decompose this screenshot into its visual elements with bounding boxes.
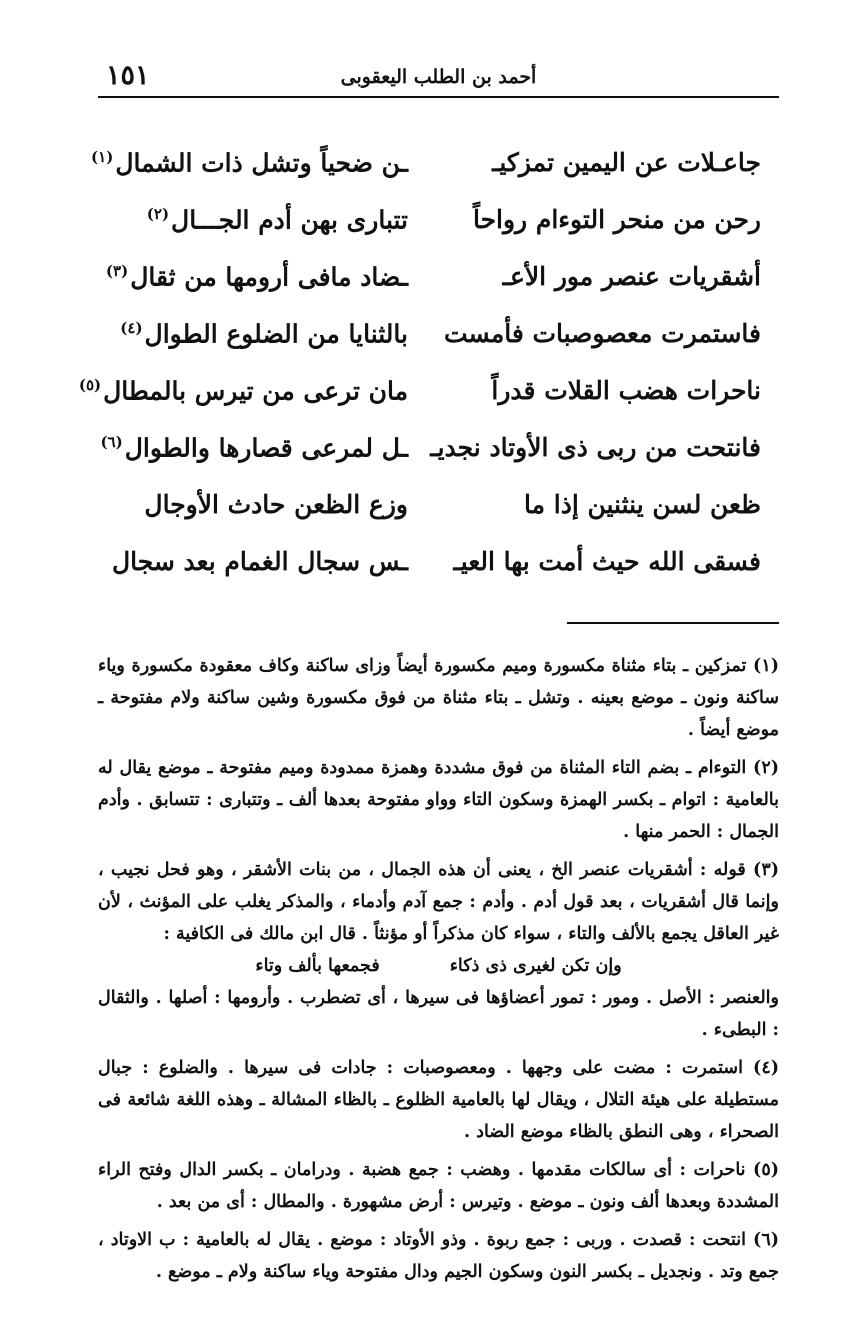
verse-second-text: ـس سجال الغمام بعد سجال <box>111 547 408 576</box>
footnote-5: (٥) ناحرات : أى سالكات مقدمها . وهضب : جمع هضبة . ودرامان ـ بكسر الدال وفتح الراء المشددة وبعدها ألف ونون ـ موضع . وتيرس : أرض مشهورة . والمطال : أى من بعد . <box>98 1160 779 1212</box>
verse-second-text: ـضاد مافى أرومها من ثقال <box>130 262 408 292</box>
footnote-ref: (٥) <box>78 375 102 394</box>
verse-first-hemistich: رحن من منحر التوءام رواحاً <box>472 205 761 234</box>
verse-second-hemistich <box>98 490 408 519</box>
verse-second-hemistich <box>98 319 408 348</box>
verse-line <box>78 362 779 419</box>
verse-line <box>98 533 779 590</box>
footnote-1: (١) تمزكين ـ بتاء مثناة مكسورة وميم مكسورة أيضاً وزاى ساكنة وكاف معقودة مكسورة وياء ساكنة ونون ـ موضع بعينه . وتشل ـ بتاء مثناة من فوق مكسورة وشين ساكنة ولام مفتوحة ـ موضع أيضاً . <box>98 656 779 740</box>
verse-second-hemistich <box>78 375 408 406</box>
page-header <box>98 52 779 98</box>
page-number: ١٥١ <box>106 60 150 91</box>
footnote-ref: (٤) <box>120 318 143 337</box>
verse-second-hemistich <box>91 147 408 178</box>
verse-second-text: وزع الظعن حادث الأوجال <box>144 490 408 519</box>
footnote-ref: (٦) <box>100 432 123 451</box>
verse-second-text: ـن ضحياً وتشل ذات الشمال <box>115 148 408 178</box>
verse-first-hemistich: ظعن لسن ينثنين إذا ما <box>524 490 761 519</box>
verse-line <box>98 476 779 533</box>
verse-first-hemistich: فانتحت من ربى ذى الأوتاد نجديـ <box>430 433 761 462</box>
verse-line <box>98 248 779 305</box>
verse-first-hemistich: فسقى الله حيث أمت بها العيـ <box>453 547 761 576</box>
quoted-verse-first: وإن تكن لغيرى ذى ذكاء <box>449 956 622 976</box>
verse-line <box>98 191 779 248</box>
verse-line <box>91 134 779 191</box>
verse-second-hemistich <box>98 205 408 234</box>
verse-line <box>98 419 779 476</box>
footnote-2: (٢) التوءام ـ بضم التاء المثناة من فوق مشددة وهمزة ممدودة وميم مفتوحة ـ موضع يقال له بالعامية : اتوام ـ بكسر الهمزة وسكون التاء وواو مفتوحة بعدها ألف ـ وتتبارى : تتسابق . وأدم الجمال : الحمر منها . <box>98 758 779 842</box>
verse-first-hemistich: جاعـلات عن اليمين تمزكيـ <box>492 148 761 177</box>
verse-second-hemistich <box>98 262 408 291</box>
footnote-6: (٦) انتحت : قصدت . وربى : جمع ربوة . وذو الأوتاد : موضع . يقال له بالعامية : ب الاوتاد ، جمع وتد . ونجديل ـ بكسر النون وسكون الجيم ودال مفتوحة وياء ساكنة ولام ـ موضع . <box>98 1230 779 1282</box>
verse-first-hemistich: فاستمرت معصوصبات فأمست <box>443 319 761 348</box>
verse-second-text: ـل لمرعى قصارها والطوال <box>124 433 408 463</box>
footnote-3-continued: والعنصر : الأصل . ومور : تمور أعضاؤها فى سيرها ، أى تضطرب . وأرومها : أصلها . والثقال : البطىء . <box>98 988 779 1040</box>
verse-second-hemistich <box>98 547 408 576</box>
footnote-divider <box>567 622 779 624</box>
verse-second-hemistich <box>98 433 408 462</box>
running-title: أحمد بن الطلب اليعقوبى <box>340 66 537 88</box>
verse-second-text: تتبارى بهن أدم الجـــال <box>171 205 408 235</box>
verse-first-hemistich: أشقريات عنصر مور الأعـ <box>502 262 761 291</box>
poem <box>78 134 779 590</box>
quoted-verse <box>98 950 779 982</box>
quoted-verse-second: فجمعها بألف وتاء <box>255 956 380 976</box>
verse-second-text: بالثنايا من الضلوع الطوال <box>144 319 408 349</box>
verse-line <box>98 305 779 362</box>
footnote-ref: (٢) <box>146 204 170 223</box>
footnote-ref: (٣) <box>105 261 129 280</box>
verse-first-hemistich: ناحرات هضب القلات قدراً <box>491 376 761 405</box>
verse-second-text: مان ترعى من تيرس بالمطال <box>103 376 408 406</box>
footnotes <box>98 650 779 1288</box>
footnote-3: (٣) قوله : أشقريات عنصر الخ ، يعنى أن هذه الجمال ، من بنات الأشقر ، وهو فحل نجيب ، وإنما قال أشقريات ، بعد قول أدم . وأدم : جمع آدم وأدماء ، والمذكر يغلب على المؤنث ، لأن غير العاقل يجمع بالألف والتاء ، سواء كان مذكراً أو مؤنثاً . قال ابن مالك فى الكافية : <box>98 860 779 944</box>
footnote-ref: (١) <box>91 147 114 166</box>
footnote-4: (٤) استمرت : مضت على وجهها . ومعصوصبات : جادات فى سيرها . والضلوع : جبال مستطيلة على هيئة التلال ، ويقال لها بالعامية الظلوع ـ بالظاء المشالة ـ وهذه اللغة شائعة فى الصحراء ، وهى النطق بالظاء موضع الضاد . <box>98 1058 779 1142</box>
